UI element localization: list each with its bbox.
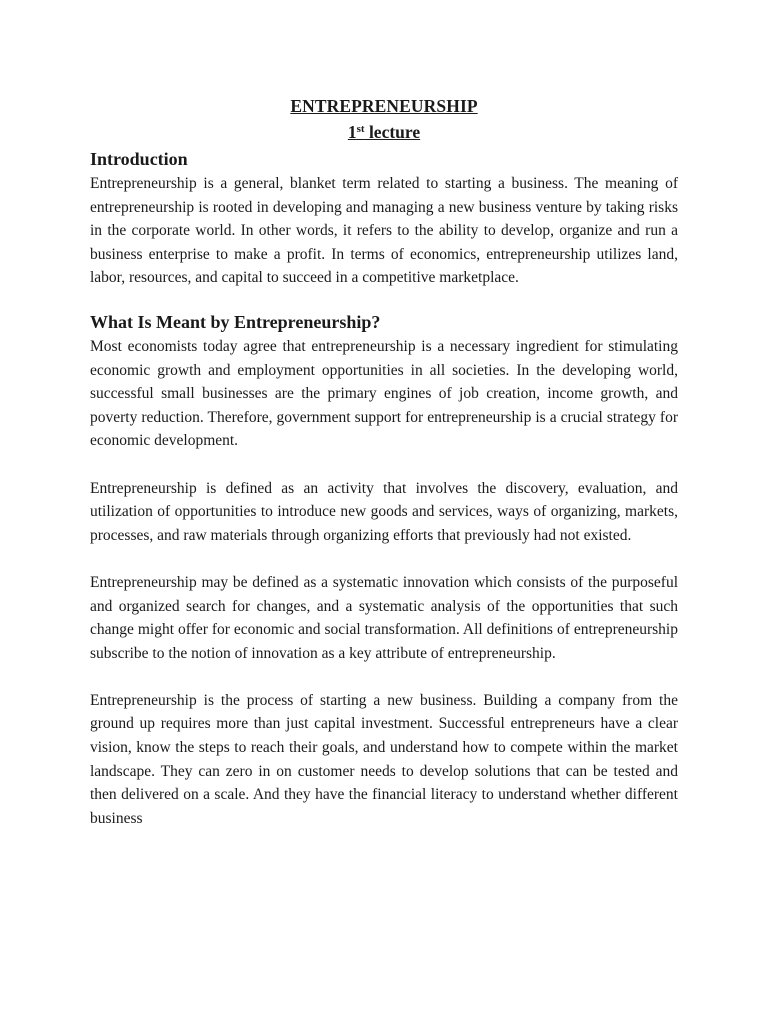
document-content [90,94,678,830]
lecture-ordinal-suffix: st [356,123,365,135]
lecture-label [90,118,678,146]
lecture-word: lecture [364,122,421,142]
intro-paragraph: Entrepreneurship is a general, blanket term related to starting a business. The meaning of entrepreneurship is rooted in developing and managing a new business venture by taking risks in the corporate world. In other words, it refers to the ability to develop, organize and run a business enterprise to make a profit. In terms of economics, entrepreneurship utilizes land, labor, resources, and capital to succeed in a competitive marketplace. [90,175,678,287]
section-heading-introduction: Introduction [90,149,188,169]
meaning-paragraph-4: Entrepreneurship is the process of starting a new business. Building a company from the ground up requires more than just capital investment. Successful entrepreneurs have a clear vision, know the steps to reach their goals, and understand how to compete within the market landscape. They can zero in on customer needs to develop solutions that can be tested and then delivered on a scale. And they have the financial literacy to understand whether different business [90,691,678,827]
meaning-paragraph-1: Most economists today agree that entrepreneurship is a necessary ingredient for stimulating economic growth and employment opportunities in all societies. In the developing world, successful small businesses are the primary engines of job creation, income growth, and poverty reduction. Therefore, government support for entrepreneurship is a crucial strategy for economic development. [90,337,678,450]
section-heading-meaning: What Is Meant by Entrepreneurship? [90,311,381,332]
lecture-number: 1 [347,122,357,142]
document-title: ENTREPRENEURSHIP [290,96,478,116]
meaning-paragraph-2: Entrepreneurship is defined as an activity that involves the discovery, evaluation, and utilization of opportunities to introduce new goods and services, ways of organizing, markets, processes, and raw materials through organizing efforts that previously had not existed. [90,479,678,544]
meaning-paragraph-3: Entrepreneurship may be defined as a systematic innovation which consists of the purposeful and organized search for changes, and a systematic analysis of the opportunities that such change might offer for economic and social transformation. All definitions of entrepreneurship subscribe to the notion of innovation as a key attribute of entrepreneurship. [90,573,678,662]
